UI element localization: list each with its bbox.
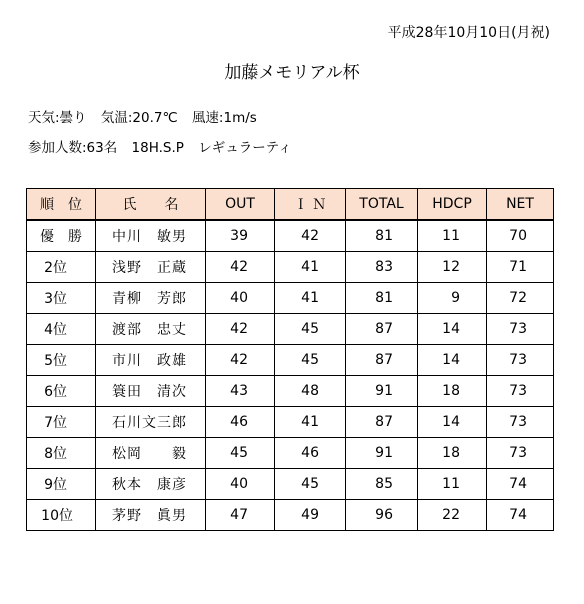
name-cell: 青柳 芳郎 — [96, 283, 206, 314]
table-row — [27, 407, 554, 438]
out-cell: 40 — [206, 283, 275, 314]
name-cell: 松岡 毅 — [96, 438, 206, 469]
course-text: 18H.S.P — [131, 140, 184, 156]
in-cell: 45 — [275, 314, 346, 345]
in-cell: 41 — [275, 252, 346, 283]
hdcp-cell: 14 — [418, 345, 487, 376]
out-cell: 43 — [206, 376, 275, 407]
hdcp-cell: 14 — [418, 407, 487, 438]
out-cell: 42 — [206, 252, 275, 283]
col-header-out: OUT — [206, 189, 275, 221]
net-cell: 74 — [487, 469, 554, 500]
wind-text: 風速:1m/s — [191, 110, 257, 126]
net-cell: 73 — [487, 438, 554, 469]
col-header-name: 氏 名 — [96, 189, 206, 221]
table-row — [27, 220, 554, 252]
tee-text: レギュラーティ — [198, 140, 292, 156]
name-cell: 茅野 眞男 — [96, 500, 206, 531]
net-cell: 73 — [487, 314, 554, 345]
name-cell: 簑田 清次 — [96, 376, 206, 407]
weather-info-line — [28, 106, 267, 126]
name-cell: 秋本 康彦 — [96, 469, 206, 500]
out-cell: 42 — [206, 345, 275, 376]
table-row — [27, 500, 554, 531]
rank-cell: 5位 — [27, 345, 96, 376]
total-cell: 91 — [346, 438, 418, 469]
net-cell: 73 — [487, 376, 554, 407]
col-header-rank: 順 位 — [27, 189, 96, 221]
hdcp-cell: 18 — [418, 376, 487, 407]
total-cell: 87 — [346, 345, 418, 376]
name-cell: 浅野 正蔵 — [96, 252, 206, 283]
in-cell: 49 — [275, 500, 346, 531]
page-title: 加藤メモリアル杯 — [224, 63, 360, 83]
hdcp-cell: 11 — [418, 469, 487, 500]
hdcp-cell: 11 — [418, 220, 487, 252]
total-cell: 81 — [346, 283, 418, 314]
col-header-net: NET — [487, 189, 554, 221]
total-cell: 85 — [346, 469, 418, 500]
temperature-text: 気温:20.7℃ — [100, 110, 178, 126]
hdcp-cell: 12 — [418, 252, 487, 283]
in-cell: 42 — [275, 220, 346, 252]
results-table — [26, 188, 554, 531]
rank-cell: 9位 — [27, 469, 96, 500]
name-cell: 渡部 忠丈 — [96, 314, 206, 345]
out-cell: 42 — [206, 314, 275, 345]
hdcp-cell: 22 — [418, 500, 487, 531]
total-cell: 87 — [346, 407, 418, 438]
rank-cell: 4位 — [27, 314, 96, 345]
table-row — [27, 376, 554, 407]
in-cell: 41 — [275, 283, 346, 314]
header-row — [27, 189, 554, 221]
table-row — [27, 314, 554, 345]
col-header-in: Ｉ Ｎ — [275, 189, 346, 221]
rank-cell: 2位 — [27, 252, 96, 283]
rank-cell: 3位 — [27, 283, 96, 314]
hdcp-cell: 18 — [418, 438, 487, 469]
col-header-total: TOTAL — [346, 189, 418, 221]
total-cell: 87 — [346, 314, 418, 345]
rank-cell: 優 勝 — [27, 220, 96, 252]
name-cell: 石川文三郎 — [96, 407, 206, 438]
rank-cell: 6位 — [27, 376, 96, 407]
hdcp-cell: 14 — [418, 314, 487, 345]
out-cell: 45 — [206, 438, 275, 469]
out-cell: 46 — [206, 407, 275, 438]
net-cell: 70 — [487, 220, 554, 252]
total-cell: 83 — [346, 252, 418, 283]
in-cell: 48 — [275, 376, 346, 407]
net-cell: 71 — [487, 252, 554, 283]
net-cell: 72 — [487, 283, 554, 314]
out-cell: 40 — [206, 469, 275, 500]
in-cell: 45 — [275, 345, 346, 376]
out-cell: 47 — [206, 500, 275, 531]
table-row — [27, 283, 554, 314]
in-cell: 41 — [275, 407, 346, 438]
net-cell: 73 — [487, 407, 554, 438]
total-cell: 81 — [346, 220, 418, 252]
table-row — [27, 252, 554, 283]
total-cell: 96 — [346, 500, 418, 531]
rank-cell: 10位 — [27, 500, 96, 531]
name-cell: 中川 敏男 — [96, 220, 206, 252]
net-cell: 73 — [487, 345, 554, 376]
net-cell: 74 — [487, 500, 554, 531]
out-cell: 39 — [206, 220, 275, 252]
hdcp-cell: 9 — [418, 283, 487, 314]
table-row — [27, 345, 554, 376]
weather-text: 天気:曇り — [28, 110, 87, 126]
in-cell: 46 — [275, 438, 346, 469]
col-header-hdcp: HDCP — [418, 189, 487, 221]
participants-text: 参加人数:63名 — [28, 140, 118, 156]
table-row — [27, 469, 554, 500]
rank-cell: 8位 — [27, 438, 96, 469]
total-cell: 91 — [346, 376, 418, 407]
rank-cell: 7位 — [27, 407, 96, 438]
date-label: 平成28年10月10日(月祝) — [387, 25, 550, 41]
event-info-line — [28, 136, 302, 156]
table-row — [27, 438, 554, 469]
name-cell: 市川 政雄 — [96, 345, 206, 376]
in-cell: 45 — [275, 469, 346, 500]
